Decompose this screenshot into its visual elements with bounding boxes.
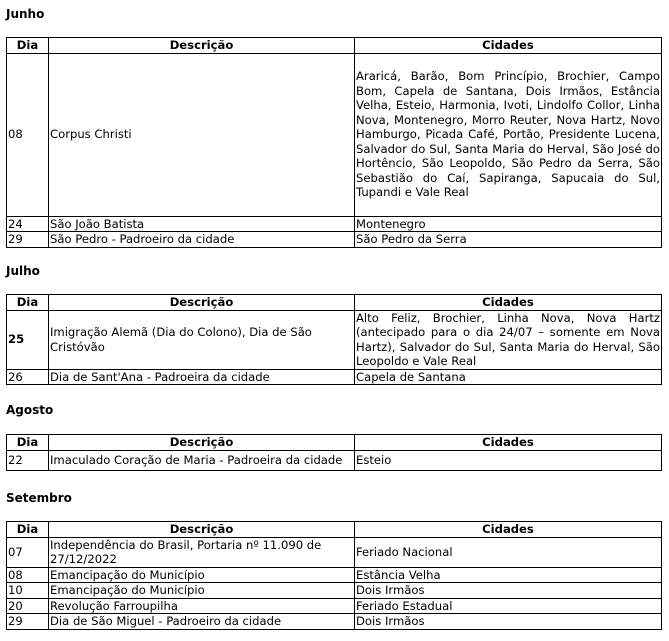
column-header-cities: Cidades: [355, 435, 662, 451]
column-header-cities: Cidades: [355, 522, 662, 538]
cities-cell: Capela de Santana: [355, 369, 662, 385]
table-row: [7, 450, 662, 470]
holiday-table-junho: [6, 37, 662, 248]
table-row: [7, 53, 662, 216]
day-cell: 26: [7, 369, 49, 385]
day-cell: 22: [7, 450, 49, 470]
description-cell: Imaculado Coração de Maria - Padroeira da cidade: [49, 450, 355, 470]
description-cell: Corpus Christi: [49, 53, 355, 216]
holiday-table-julho: [6, 294, 662, 385]
cities-cell: Feriado Nacional: [355, 537, 662, 567]
table-row: [7, 537, 662, 567]
table-row: [7, 310, 662, 369]
day-cell: 24: [7, 216, 49, 232]
table-row: [7, 232, 662, 248]
month-heading-julho: Julho: [6, 264, 40, 278]
column-header-description: Descrição: [49, 435, 355, 451]
cities-cell: Estância Velha: [355, 567, 662, 583]
description-cell: Emancipação do Município: [49, 583, 355, 599]
holiday-table-setembro: [6, 521, 662, 630]
month-heading-setembro: Setembro: [6, 491, 72, 505]
month-heading-agosto: Agosto: [6, 403, 54, 417]
column-header-day: Dia: [7, 435, 49, 451]
table-header-row: [7, 38, 662, 54]
column-header-day: Dia: [7, 522, 49, 538]
day-cell: 25: [7, 310, 49, 369]
cities-cell: Montenegro: [355, 216, 662, 232]
column-header-day: Dia: [7, 295, 49, 311]
table-row: [7, 369, 662, 385]
table-row: [7, 598, 662, 614]
description-cell: Revolução Farroupilha: [49, 598, 355, 614]
day-cell: 07: [7, 537, 49, 567]
cities-cell: Dois Irmãos: [355, 614, 662, 630]
cities-cell: Araricá, Barão, Bom Princípio, Brochier, Campo Bom, Capela de Santana, Dois Irmãos, Estância Velha, Esteio, Harmonia, Ivoti, Lindolfo Collor, Linha Nova, Montenegro, Morro Reuter, Nova Hartz, Novo Hamburgo, Picada Café, Portão, Presidente Lucena, Salvador do Sul, Santa Maria do Herval, São José do Hortêncio, São Leopoldo, São Pedro da Serra, São Sebastião do Caí, Sapiranga, Sapucaia do Sul, Tupandi e Vale Real: [355, 53, 662, 216]
cities-cell: Alto Feliz, Brochier, Linha Nova, Nova Hartz (antecipado para o dia 24/07 – somente em Nova Hartz), Salvador do Sul, Santa Maria do Herval, São Leopoldo e Vale Real: [356, 310, 660, 368]
column-header-day: Dia: [7, 38, 49, 54]
day-cell: 08: [7, 53, 49, 216]
cities-cell: Feriado Estadual: [355, 598, 662, 614]
column-header-cities: Cidades: [355, 295, 662, 311]
description-cell: Emancipação do Município: [49, 567, 355, 583]
day-cell: 20: [7, 598, 49, 614]
day-cell: 29: [7, 614, 49, 630]
cities-cell: São Pedro da Serra: [355, 232, 662, 248]
month-heading-junho: Junho: [6, 7, 45, 21]
holiday-table-agosto: [6, 434, 662, 471]
description-cell: São Pedro - Padroeiro da cidade: [49, 232, 355, 248]
column-header-description: Descrição: [49, 38, 355, 54]
day-cell: 08: [7, 567, 49, 583]
table-header-row: [7, 295, 662, 311]
table-row: [7, 567, 662, 583]
description-cell: Dia de São Miguel - Padroeiro da cidade: [49, 614, 355, 630]
column-header-description: Descrição: [49, 522, 355, 538]
table-row: [7, 614, 662, 630]
table-header-row: [7, 522, 662, 538]
cities-cell: Esteio: [355, 450, 662, 470]
table-header-row: [7, 435, 662, 451]
day-cell: 10: [7, 583, 49, 599]
table-row: [7, 583, 662, 599]
description-cell: São João Batista: [49, 216, 355, 232]
description-cell: Imigração Alemã (Dia do Colono), Dia de São Cristóvão: [49, 310, 355, 369]
description-cell: Dia de Sant'Ana - Padroeira da cidade: [49, 369, 355, 385]
table-row: [7, 216, 662, 232]
description-cell: Independência do Brasil, Portaria nº 11.090 de 27/12/2022: [49, 537, 355, 567]
cities-cell: Dois Irmãos: [355, 583, 662, 599]
column-header-cities: Cidades: [355, 38, 662, 54]
day-cell: 29: [7, 232, 49, 248]
column-header-description: Descrição: [49, 295, 355, 311]
